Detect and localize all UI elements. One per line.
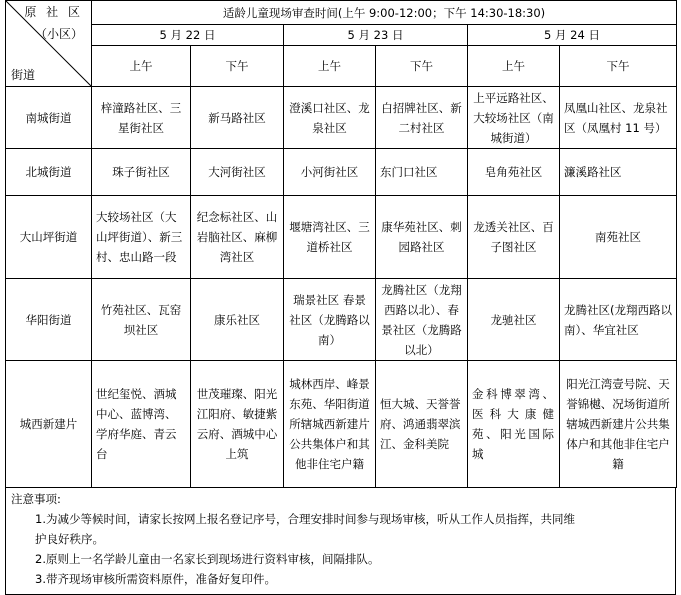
schedule-cell: 龙驰社区 <box>468 279 560 361</box>
note-item-2: 2.原则上一名学龄儿童由一名家长到现场进行资料审核，间隔排队。 <box>35 552 380 566</box>
schedule-cell: 纪念标社区、山岩脑社区、麻柳湾社区 <box>191 196 284 279</box>
schedule-cell: 康乐社区 <box>191 279 284 361</box>
schedule-table <box>5 0 677 488</box>
community-header-label: 原 社 区 <box>24 5 83 19</box>
schedule-cell: 瑞景社区 春景社区（龙腾路以南） <box>284 279 376 361</box>
street-name: 大山坪街道 <box>6 196 92 279</box>
period-header: 下午 <box>376 46 468 87</box>
note-item-1-continued: 护良好秩序。 <box>35 532 104 546</box>
notes-section <box>5 488 676 595</box>
period-header: 下午 <box>560 46 677 87</box>
street-name: 北城街道 <box>6 149 92 196</box>
street-name: 城西新建片 <box>6 361 92 488</box>
period-header: 上午 <box>284 46 376 87</box>
schedule-cell: 龙透关社区、百子图社区 <box>468 196 560 279</box>
schedule-document <box>5 0 676 595</box>
note-item-1: 1.为减少等候时间，请家长按网上报名登记序号，合理安排时间参与现场审核，听从工作人员指挥，共同维 <box>35 512 575 526</box>
schedule-cell: 金科博翠湾、医科大康健苑、阳光国际城 <box>468 361 560 488</box>
schedule-cell: 南苑社区 <box>560 196 677 279</box>
schedule-cell: 竹苑社区、瓦窑坝社区 <box>92 279 191 361</box>
table-row <box>6 196 677 279</box>
schedule-cell: 皂角苑社区 <box>468 149 560 196</box>
period-header: 上午 <box>92 46 191 87</box>
table-row <box>6 87 677 149</box>
street-header-label: 街道 <box>11 68 36 82</box>
date-header-0524: 5 月 24 日 <box>468 25 677 46</box>
corner-header-cell <box>6 1 92 87</box>
schedule-cell: 小河街社区 <box>284 149 376 196</box>
schedule-cell: 阳光江湾壹号院、天誉锦樾、况场街道所辖城西新建片公共集体户和其他非住宅户籍 <box>560 361 677 488</box>
schedule-cell: 康华苑社区、刺园路社区 <box>376 196 468 279</box>
period-header: 下午 <box>191 46 284 87</box>
schedule-cell: 堰塘湾社区、三道桥社区 <box>284 196 376 279</box>
schedule-cell: 大河街社区 <box>191 149 284 196</box>
schedule-cell: 上平远路社区、大较场社区（南城街道） <box>468 87 560 149</box>
table-row <box>6 361 677 488</box>
date-header-0522: 5 月 22 日 <box>92 25 284 46</box>
schedule-cell: 新马路社区 <box>191 87 284 149</box>
schedule-cell: 恒大城、天誉誉府、鸿通翡翠滨江、金科美院 <box>376 361 468 488</box>
note-item-3: 3.带齐现场审核所需资料原件，准备好复印件。 <box>35 572 276 586</box>
schedule-cell: 梓潼路社区、三星街社区 <box>92 87 191 149</box>
schedule-cell: 世茂璀璨、阳光江阳府、敏捷紫云府、酒城中心上筑 <box>191 361 284 488</box>
table-row <box>6 279 677 361</box>
table-row <box>6 149 677 196</box>
schedule-cell: 东门口社区 <box>376 149 468 196</box>
schedule-cell: 白招牌社区、新二村社区 <box>376 87 468 149</box>
subdistrict-header-label: （小区） <box>34 27 83 41</box>
schedule-cell: 澄溪口社区、龙泉社区 <box>284 87 376 149</box>
schedule-cell: 城林西岸、峰景东苑、华阳街道所辖城西新建片公共集体户和其他非住宅户籍 <box>284 361 376 488</box>
schedule-cell: 龙腾社区（龙翔西路以北）、春景社区（龙腾路以北） <box>376 279 468 361</box>
schedule-cell: 大较场社区（大山坪街道）、新三村、忠山路一段 <box>92 196 191 279</box>
date-header-0523: 5 月 23 日 <box>284 25 468 46</box>
schedule-cell: 珠子街社区 <box>92 149 191 196</box>
schedule-cell: 世纪玺悦、酒城中心、蓝博湾、学府华庭、青云台 <box>92 361 191 488</box>
street-name: 南城街道 <box>6 87 92 149</box>
notes-title: 注意事项: <box>11 492 61 506</box>
period-header: 上午 <box>468 46 560 87</box>
schedule-cell: 凤凰山社区、龙泉社区（凤凰村 11 号） <box>560 87 677 149</box>
table-title: 适龄儿童现场审查时间(上午 9:00-12:00；下午 14:30-18:30) <box>92 1 677 25</box>
schedule-cell: 濂溪路社区 <box>560 149 677 196</box>
schedule-cell: 龙腾社区(龙翔西路以南）、华宜社区 <box>560 279 677 361</box>
street-name: 华阳街道 <box>6 279 92 361</box>
